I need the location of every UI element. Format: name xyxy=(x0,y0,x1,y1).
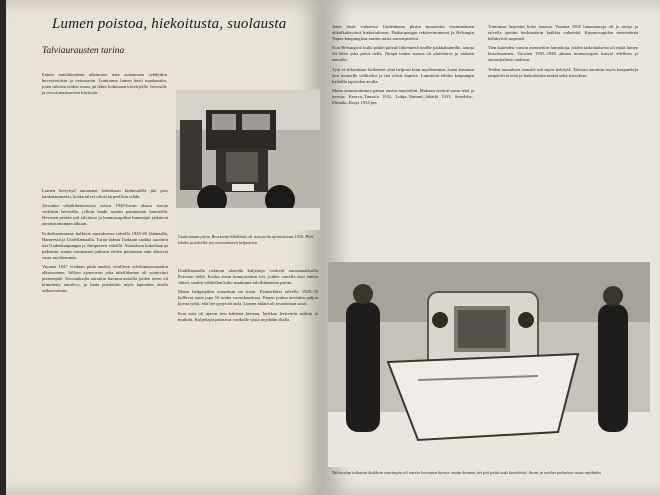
left-paragraph-2: Joissakin vähäliikenteisissä osissa 1920-luvun alussa auroja vedettiin hevosilla, jolloin hanki saatiin painumaan lumiteillä. Hevosen perään tuli talvitieto ja kunnossapidon lumenajot jatkuivat auraustoiminnan alkuun. xyxy=(42,203,168,227)
snowplow-photo-graphic xyxy=(328,262,650,467)
page-title: Lumen poistoa, hiekoitusta, suolausta xyxy=(52,16,287,32)
right-paragraph-5: Toimintaa laajentui koko maassa. Vuonna 1935 lumenauroja oli jo satoja ja talvella ajettiin keskimäärin kaikkia valtateitä. Kunnossapidon menetelmät kehittyivät nopeasti. xyxy=(488,24,638,42)
photo-caption: Uudenmaan piirin Brockway-lähdöistä oli varusteltu ajoneuvosta 1930. Piiri lehdet ja talvella tiet auraamiseen kelpasivat. xyxy=(178,234,314,245)
left-column-text xyxy=(42,188,168,488)
left-paragraph-4: Vuonna 1927 voidaan pitää ensiksi virallisen talvikunnossapidon alkuvuotena. Silloin ajoneuvon joka talviliikenne oli syntyvästi pienempää. Tieosuuksilla aurattiin kuorma-autoilla joiden eteen oli kiinnitetty auralevy, ja lunta poistettiin myös lapioiden avulla talkoovoimin. xyxy=(42,264,168,294)
left-paragraph-1: Lumen kertyttyä aurausten heinäkuun korkeudelle jää pois hankalammaksi, koska talvet olivat tarpeellisia tehdä. xyxy=(42,188,168,200)
intro-text xyxy=(42,72,167,190)
truck-photo-graphic xyxy=(176,90,320,230)
intro-paragraph: Ennen autoliikenteen alkamista teitä auraamaan ryhdyttiin hevosvetoisin ja vetoauroin. Lumiaurat lumen kesti maakuntiin, joten talvisin teiden osuus jäi lähes kokonaan kävelijöille, hevosille ja reessä matkaavien käyttöön. xyxy=(42,72,167,96)
left-mid-column-text xyxy=(178,268,318,490)
left-page xyxy=(6,0,324,495)
truck-photo xyxy=(176,90,320,230)
right-paragraph-1: Joten tässä vaiheessa Uudenmaan piiriin muutettiin ensimmäinen alikulkukäytävä hiekoitukseen. Pääkaupungin rekisterinumerot ja Helsingin Vapaa-kaupungissa saatiin uusia aurauspisteitä. xyxy=(332,24,474,42)
mid-paragraph-3: Kun aura oli ajanut tien kahteen kertaan, hiekkaa levitettiin mäkiin ja mutkiin. Kuljettajat palasivat varikolle vasta myöhään illalla. xyxy=(178,310,318,322)
mid-paragraph-1: Uudellamaalla tielaiton alueella kuljettaja viettivät aurausmatkoilla Porvoon tiellä. Koska ensin kunnostettiin tiet, joiden varrella asui eniten väkeä, saatiin vähitellen koko maakunta talviliikenteen piiriin. xyxy=(178,268,318,286)
snowplow-caption: Talvisodan taikaisin kaikkein suurimpia oli varsin korvaava kurssi: mutta kunnon tiet piti pitää auki lumitöistä. Aurat ja miehet palasivat vasta myöhään. xyxy=(332,470,602,475)
page-subtitle: Talviaurausten tarina xyxy=(42,46,125,56)
left-paragraph-3: Kokeiluautomme kulkivat aurauksessa talvella 1925-26 Jäämaalla, Hämeessä ja Uudellamaalla. Turun läänin Turkuun saakka aurattiin tiet Uudenkaupungin ja Tampereen väleillä. Aurauksen kokeiluajoja jatkettiin, mutta varsinaiset jatkuvat teiden pitäminen auki alkoivat vasta myöhemmin. xyxy=(42,230,168,260)
right-column-1 xyxy=(332,24,474,256)
right-paragraph-7: Teiden aurauksen rinnalle tuli myös tiehöylä. Talvisin aurattiin myös kaupunkeja ympäröiviä teitä ja hiekoitettiin mäkiä sekä risteyksiä. xyxy=(488,66,638,78)
mid-paragraph-2: Mutta helppojakin aurauksia on kerta. Esimerkiksi talvella 1929–30 kulkivat aurat jopa 16 tuntia vuorokaudessa. Ennen joulua tarvittiin paljon kovaa työtä, että tiet pysyivät auki. Lumen määrä oli tavattoman suuri. xyxy=(178,289,318,307)
right-paragraph-2: Kun Helsingistä kulki pitkin päivää liikennettä muille paikkakunnille, autoja oli lähes joka päivä tiellä. Niinpä teiden auraus oli aloitettava jo varhain aamulla. xyxy=(332,45,474,63)
right-column-2 xyxy=(488,24,638,256)
right-paragraph-3: Työt ei silloinkaan kulkeneet yhtä helposti kuin myöhemmin. Lumi kasautui tien reunoille vallitsiksi ja tiet olivat kapeita. Lumitöitä tehtiin kaupungin kaduilla lapioiden avulla. xyxy=(332,66,474,84)
right-page xyxy=(324,0,660,495)
right-paragraph-6: Tien kaiteiden varsiin asennettiin lumiaitoja, joiden tarkoituksena oli estää lumen kinostuminen. Vuosien 1935–1940 aikana kunnossapito kasvoi edelleen ja aurauskalusto uudistui. xyxy=(488,45,638,63)
snowplow-photo xyxy=(328,262,650,467)
right-paragraph-4: Mutta auraustoiminta painui uusiin muotoihin. Mukaan otettiin uusia teitä ja tieosia: Kerava–Tuusula 1932, Lohja–Nummi–Jäkärlä 1933, Smedsby–Elimäki–Korja 1934 jne. xyxy=(332,87,474,106)
